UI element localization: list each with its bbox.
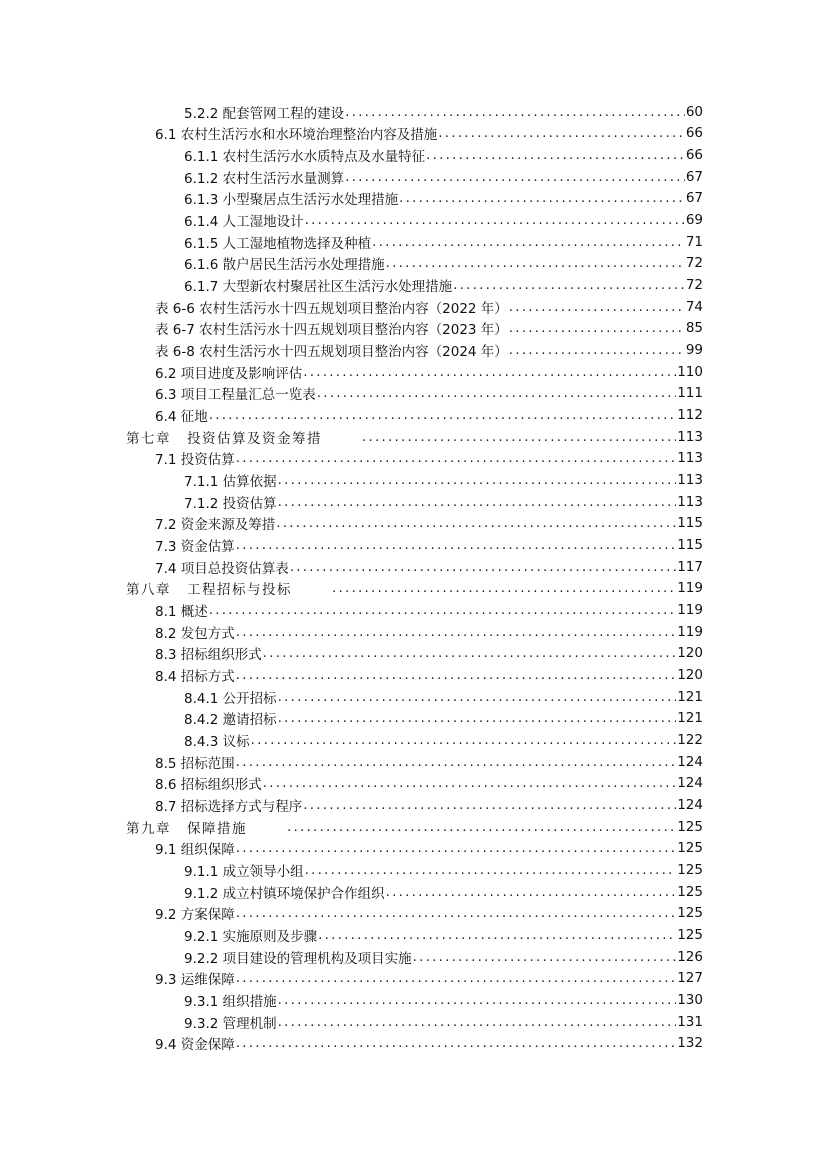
toc-entry-title: 项目进度及影响评估 (180, 365, 303, 382)
toc-entry-page: 125 (677, 883, 703, 900)
toc-entry-label (126, 578, 292, 598)
toc-entry-title: 农村生活污水和水环境治理整治内容及措施 (180, 127, 438, 144)
toc-entry-title: 成立村镇环境保护合作组织 (222, 885, 385, 902)
toc-entry-label (184, 210, 304, 230)
toc-entry-title: 人工湿地植物选择及种植 (222, 235, 372, 252)
dot-leader (287, 819, 676, 835)
toc-entry-number: 6.1.1 (184, 148, 219, 165)
toc-entry[interactable] (0, 859, 703, 880)
toc-entry-number: 6.1.3 (184, 192, 219, 209)
toc-entry[interactable] (0, 881, 703, 902)
toc-entry-number: 7.1 (155, 452, 177, 469)
toc-entry[interactable] (0, 253, 703, 274)
toc-entry[interactable] (0, 903, 703, 924)
toc-entry-number: 6.1.6 (184, 257, 219, 274)
toc-entry-page: 111 (677, 385, 703, 402)
toc-entry-page: 119 (677, 601, 703, 618)
dot-leader (251, 732, 677, 748)
toc-entry-label (155, 318, 508, 338)
toc-entry-number: 8.2 (155, 625, 177, 642)
toc-entry-label (155, 383, 316, 403)
toc-entry-number: 8.4 (155, 668, 177, 685)
toc-entry[interactable] (0, 404, 703, 425)
toc-entry-title: 农村生活污水十四五规划项目整治内容（2024 年） (199, 343, 508, 360)
toc-entry-title: 方案保障 (180, 907, 235, 924)
toc-entry-title: 招标组织形式 (180, 647, 262, 664)
toc-entry-label (184, 470, 277, 490)
toc-entry-number: 8.6 (155, 777, 177, 794)
toc-entry-label (155, 600, 208, 620)
toc-entry-page: 72 (685, 276, 703, 293)
toc-entry-number: 8.5 (155, 755, 177, 772)
toc-entry[interactable] (0, 1033, 703, 1054)
toc-entry-page: 113 (677, 428, 703, 445)
dot-leader (290, 559, 676, 575)
toc-entry-label (184, 188, 398, 208)
toc-entry-page: 119 (677, 580, 703, 597)
toc-entry-label (126, 817, 247, 837)
dot-leader (209, 602, 676, 618)
toc-entry-title: 人工湿地设计 (222, 213, 304, 230)
toc-entry-page: 115 (677, 515, 703, 532)
toc-entry-page: 119 (677, 623, 703, 640)
toc-entry-title: 农村生活污水十四五规划项目整治内容（2022 年） (199, 300, 508, 317)
dot-leader (276, 515, 676, 531)
toc-entry-title: 运维保障 (180, 972, 235, 989)
dot-leader (236, 754, 676, 770)
toc-entry-label (184, 947, 412, 967)
toc-entry-page: 125 (677, 905, 703, 922)
toc-entry-title: 保障措施 (187, 820, 247, 837)
toc-entry-label (184, 145, 425, 165)
dot-leader (278, 1014, 677, 1030)
toc-entry-page: 132 (677, 1035, 703, 1052)
toc-entry-label (184, 1012, 277, 1032)
toc-entry-title: 投资估算及资金筹措 (187, 430, 322, 447)
toc-entry-number: 表 6-6 (155, 300, 195, 317)
toc-entry-title: 成立领导小组 (222, 863, 304, 880)
toc-entry-title: 资金保障 (180, 1037, 235, 1054)
toc-entry-page: 125 (677, 818, 703, 835)
toc-entry-title: 农村生活污水十四五规划项目整治内容（2023 年） (199, 322, 508, 339)
toc-entry-label (184, 232, 371, 252)
toc-entry[interactable] (0, 274, 703, 295)
toc-entry-label (184, 925, 317, 945)
toc-entry-label (184, 708, 277, 728)
toc-entry-number: 7.1.2 (184, 495, 219, 512)
dot-leader (509, 299, 685, 315)
toc-entry-label (184, 102, 344, 122)
toc-entry[interactable] (0, 946, 703, 967)
toc-entry-number: 6.1.2 (184, 170, 219, 187)
toc-entry-number: 9.3.2 (184, 1015, 219, 1032)
toc-entry-title: 招标选择方式与程序 (180, 798, 303, 815)
toc-entry-page: 74 (685, 298, 703, 315)
toc-entry[interactable] (0, 621, 703, 642)
toc-entry-page: 99 (685, 341, 703, 358)
dot-leader (438, 125, 685, 141)
toc-entry-page: 72 (685, 255, 703, 272)
toc-entry[interactable] (0, 599, 703, 620)
toc-entry-title: 资金估算 (180, 538, 235, 555)
toc-entry-page: 60 (685, 103, 703, 120)
toc-entry-number: 9.2.1 (184, 928, 219, 945)
toc-entry[interactable] (0, 296, 703, 317)
dot-leader (345, 169, 685, 185)
dot-leader (317, 385, 676, 401)
toc-entry-label (155, 773, 262, 793)
toc-entry-label (155, 557, 289, 577)
toc-entry-number: 第九章 (126, 820, 171, 837)
toc-entry-label (155, 622, 235, 642)
toc-entry-page: 126 (677, 948, 703, 965)
toc-entry-title: 小型聚居点生活污水处理措施 (222, 192, 399, 209)
toc-entry-number: 6.1.5 (184, 235, 219, 252)
toc-entry-label (155, 123, 437, 143)
toc-entry-label (155, 665, 235, 685)
toc-entry[interactable] (0, 209, 703, 230)
toc-entry[interactable] (0, 751, 703, 772)
dot-leader (236, 970, 676, 986)
toc-entry-label (184, 860, 304, 880)
toc-entry-label (155, 903, 235, 923)
toc-entry-number: 8.4.1 (184, 690, 219, 707)
toc-entry[interactable] (0, 188, 703, 209)
toc-entry-page: 115 (677, 536, 703, 553)
toc-entry-page: 124 (677, 753, 703, 770)
toc-entry-number: 9.1.1 (184, 863, 219, 880)
dot-leader (303, 364, 676, 380)
toc-entry[interactable] (0, 989, 703, 1010)
toc-entry-title: 招标方式 (180, 668, 235, 685)
toc-entry-page: 120 (677, 666, 703, 683)
toc-entry-title: 管理机制 (222, 1015, 277, 1032)
toc-entry-page: 125 (677, 861, 703, 878)
dot-leader (236, 667, 676, 683)
dot-leader (362, 429, 676, 445)
toc-entry[interactable] (0, 448, 703, 469)
toc-entry-number: 第七章 (126, 430, 171, 447)
toc-entry-page: 66 (685, 125, 703, 142)
toc-entry-title: 概述 (180, 603, 208, 620)
toc-entry-title: 征地 (180, 408, 208, 425)
toc-entry-title: 投资估算 (222, 495, 277, 512)
toc-entry-title: 项目工程量汇总一览表 (180, 387, 316, 404)
toc-entry[interactable] (0, 361, 703, 382)
toc-entry-label (184, 687, 277, 707)
toc-entry-title: 公开招标 (222, 690, 277, 707)
toc-entry-title: 资金来源及筹措 (180, 517, 276, 534)
toc-entry[interactable] (0, 469, 703, 490)
toc-entry[interactable] (0, 426, 703, 447)
dot-leader (426, 147, 685, 163)
toc-entry-label (155, 795, 302, 815)
toc-entry-number: 8.4.2 (184, 712, 219, 729)
toc-entry[interactable] (0, 686, 703, 707)
toc-entry[interactable] (0, 838, 703, 859)
toc-entry-label (155, 752, 235, 772)
toc-entry-label (155, 643, 262, 663)
toc-entry-page: 85 (685, 320, 703, 337)
toc-entry-page: 124 (677, 796, 703, 813)
dot-leader (305, 862, 677, 878)
toc-entry-title: 组织保障 (180, 842, 235, 859)
dot-leader (236, 1035, 676, 1051)
toc-entry-label (184, 167, 344, 187)
toc-entry-page: 113 (677, 493, 703, 510)
toc-entry[interactable] (0, 664, 703, 685)
toc-entry-title: 发包方式 (180, 625, 235, 642)
toc-entry-number: 6.1 (155, 127, 177, 144)
toc-entry-page: 127 (677, 970, 703, 987)
toc-entry-number: 6.2 (155, 365, 177, 382)
toc-entry-title: 配套管网工程的建设 (222, 105, 345, 122)
dot-leader (278, 710, 677, 726)
toc-entry-number: 8.3 (155, 647, 177, 664)
toc-entry-page: 120 (677, 645, 703, 662)
toc-entry[interactable] (0, 794, 703, 815)
toc-entry-number: 9.2 (155, 907, 177, 924)
toc-entry-number: 6.1.4 (184, 213, 219, 230)
toc-entry-page: 125 (677, 926, 703, 943)
toc-entry-title: 农村生活污水量测算 (222, 170, 345, 187)
toc-entry[interactable] (0, 123, 703, 144)
toc-entry-label (155, 362, 302, 382)
toc-entry-number: 7.2 (155, 517, 177, 534)
toc-entry-label (184, 882, 385, 902)
toc-entry-label (155, 513, 275, 533)
toc-entry-title: 大型新农村聚居社区生活污水处理措施 (222, 278, 453, 295)
toc-entry-title: 议标 (222, 733, 250, 750)
toc-entry-title: 估算依据 (222, 473, 277, 490)
toc-entry-page: 110 (677, 363, 703, 380)
toc-entry-page: 130 (677, 991, 703, 1008)
toc-entry[interactable] (0, 383, 703, 404)
dot-leader (278, 472, 677, 488)
dot-leader (399, 190, 685, 206)
toc-entry-page: 124 (677, 775, 703, 792)
toc-entry-page: 122 (677, 731, 703, 748)
dot-leader (318, 927, 676, 943)
toc-entry-page: 117 (677, 558, 703, 575)
toc-entry-page: 69 (685, 211, 703, 228)
dot-leader (303, 797, 676, 813)
toc-entry-number: 8.1 (155, 603, 177, 620)
toc-entry[interactable] (0, 816, 703, 837)
toc-entry-number: 9.2.2 (184, 950, 219, 967)
dot-leader (386, 255, 685, 271)
toc-entry-number: 6.3 (155, 387, 177, 404)
toc-entry[interactable] (0, 556, 703, 577)
toc-entry[interactable] (0, 101, 703, 122)
dot-leader (236, 450, 676, 466)
toc-entry[interactable] (0, 318, 703, 339)
toc-entry-page: 66 (685, 146, 703, 163)
dot-leader (263, 775, 676, 791)
dot-leader (453, 277, 685, 293)
dot-leader (509, 320, 685, 336)
toc-entry-page: 67 (685, 168, 703, 185)
dot-leader (509, 342, 685, 358)
dot-leader (236, 537, 676, 553)
toc-entry-label (184, 990, 277, 1010)
toc-entry-page: 113 (677, 450, 703, 467)
toc-entry-number: 8.4.3 (184, 733, 219, 750)
dot-leader (305, 212, 685, 228)
toc-entry-label (155, 340, 508, 360)
toc-entry-title: 实施原则及步骤 (222, 928, 318, 945)
toc-entry-title: 邀请招标 (222, 712, 277, 729)
toc-entry-number: 9.4 (155, 1037, 177, 1054)
toc-entry[interactable] (0, 166, 703, 187)
toc-entry-number: 表 6-7 (155, 322, 195, 339)
dot-leader (263, 645, 676, 661)
toc-entry-label (155, 968, 235, 988)
toc-entry-title: 招标组织形式 (180, 777, 262, 794)
toc-entry[interactable] (0, 968, 703, 989)
toc-entry-label (126, 427, 322, 447)
toc-entry-number: 表 6-8 (155, 343, 195, 360)
toc-entry[interactable] (0, 578, 703, 599)
dot-leader (236, 905, 676, 921)
toc-entry-number: 第八章 (126, 582, 171, 599)
dot-leader (278, 992, 677, 1008)
toc-entry-title: 组织措施 (222, 993, 277, 1010)
toc-entry-number: 6.4 (155, 408, 177, 425)
toc-entry-label (155, 297, 508, 317)
toc-entry-page: 131 (677, 1013, 703, 1030)
toc-entry-page: 121 (677, 710, 703, 727)
toc-entry-label (155, 405, 208, 425)
toc-entry-page: 121 (677, 688, 703, 705)
toc-entry-title: 散户居民生活污水处理措施 (222, 257, 385, 274)
dot-leader (386, 884, 677, 900)
toc-entry-label (155, 1033, 235, 1053)
toc-entry-title: 农村生活污水水质特点及水量特征 (222, 148, 426, 165)
toc-entry[interactable] (0, 729, 703, 750)
toc-entry-number: 7.3 (155, 538, 177, 555)
dot-leader (209, 407, 676, 423)
toc-entry-number: 9.1.2 (184, 885, 219, 902)
toc-entry-page: 113 (677, 471, 703, 488)
toc-entry-label (155, 838, 235, 858)
toc-entry-number: 7.4 (155, 560, 177, 577)
toc-entry[interactable] (0, 513, 703, 534)
toc-entry-title: 项目建设的管理机构及项目实施 (222, 950, 412, 967)
toc-entry-number: 8.7 (155, 798, 177, 815)
toc-entry-title: 工程招标与投标 (187, 582, 292, 599)
dot-leader (236, 624, 676, 640)
toc-entry-page: 125 (677, 840, 703, 857)
toc-entry[interactable] (0, 339, 703, 360)
toc-entry-page: 71 (685, 233, 703, 250)
toc-entry-page: 112 (677, 406, 703, 423)
toc-entry-page: 67 (685, 190, 703, 207)
toc-entry-label (155, 535, 235, 555)
dot-leader (413, 949, 677, 965)
toc-entry-title: 投资估算 (180, 452, 235, 469)
dot-leader (236, 840, 676, 856)
toc-entry-label (155, 448, 235, 468)
toc-entry[interactable] (0, 1011, 703, 1032)
toc-entry-number: 5.2.2 (184, 105, 219, 122)
toc-entry[interactable] (0, 231, 703, 252)
dot-leader (278, 689, 677, 705)
toc-entry[interactable] (0, 708, 703, 729)
toc-entry-label (184, 492, 277, 512)
toc-entry[interactable] (0, 144, 703, 165)
toc-entry-number: 6.1.7 (184, 278, 219, 295)
toc-entry-title: 项目总投资估算表 (180, 560, 289, 577)
toc-entry[interactable] (0, 924, 703, 945)
toc-entry[interactable] (0, 773, 703, 794)
toc-entry-label (184, 730, 250, 750)
dot-leader (372, 234, 685, 250)
dot-leader (278, 494, 677, 510)
dot-leader (332, 580, 676, 596)
toc-entry-number: 9.1 (155, 842, 177, 859)
toc-entry[interactable] (0, 643, 703, 664)
toc-entry-number: 9.3.1 (184, 993, 219, 1010)
toc-entry-label (184, 275, 452, 295)
toc-entry-title: 招标范围 (180, 755, 235, 772)
toc-entry-number: 7.1.1 (184, 473, 219, 490)
toc-entry-number: 9.3 (155, 972, 177, 989)
toc-entry[interactable] (0, 534, 703, 555)
toc-entry[interactable] (0, 491, 703, 512)
toc-entry-label (184, 253, 385, 273)
dot-leader (345, 104, 685, 120)
